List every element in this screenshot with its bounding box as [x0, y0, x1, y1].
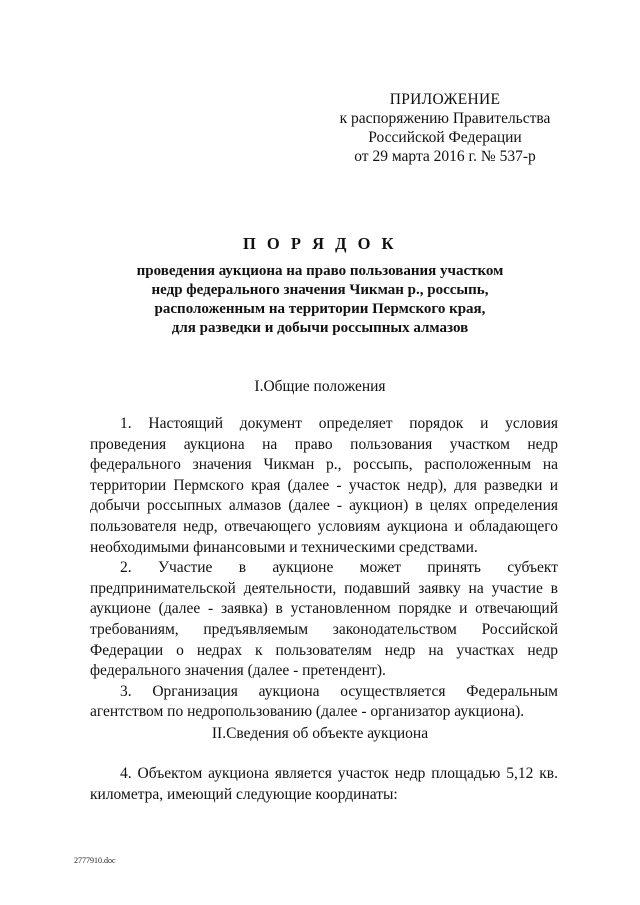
document-subtitle	[70, 262, 570, 338]
subtitle-line-3: расположенным на территории Пермского края,	[154, 301, 486, 317]
section-2-heading: II.Сведения об объекте аукциона	[211, 725, 429, 742]
section-2-body	[90, 764, 558, 805]
appendix-line-2: Российской Федерации	[368, 129, 522, 146]
paragraph-4: 4. Объектом аукциона является участок недр площадью 5,12 кв. километра, имеющий следующие координаты:	[90, 765, 558, 803]
appendix-header	[330, 90, 560, 166]
appendix-line-1: к распоряжению Правительства	[339, 110, 551, 127]
section-1-body	[90, 414, 558, 723]
section-1-heading: I.Общие положения	[254, 378, 386, 395]
paragraph-3: 3. Организация аукциона осуществляется Федеральным агентством по недропользованию (далее - организатор аукциона).	[90, 682, 558, 721]
document-title: П О Р Я Д О К	[242, 234, 398, 253]
subtitle-line-4: для разведки и добычи россыпных алмазов	[171, 320, 469, 336]
appendix-title: ПРИЛОЖЕНИЕ	[389, 91, 501, 108]
subtitle-line-1: проведения аукциона на право пользования участком	[136, 263, 504, 279]
paragraph-1: 1. Настоящий документ определяет порядок и условия проведения аукциона на право пользования участком недр федерального значения Чикман р., россыпь, расположенным на территории Пермского края (далее - участок недр), для разведки и добычи россыпных алмазов (далее - аукцион) в целях определения пользователя недр, отвечающего условиям аукциона и обладающего необходимыми финансовыми и техническими средствами.	[90, 415, 558, 556]
appendix-line-3: от 29 марта 2016 г. № 537-р	[354, 148, 536, 165]
paragraph-2: 2. Участие в аукционе может принять субъект предпринимательской деятельности, подавший заявку на участие в аукционе (далее - заявка) в установленном порядке и отвечающий требованиям, предъявляемым законодательством Российской Федерации о недрах к пользователям недр на участках недр федерального значения (далее - претендент).	[90, 559, 558, 680]
file-code: 2777910.doc	[74, 856, 116, 865]
subtitle-line-2: недр федерального значения Чикман р., россыпь,	[151, 282, 489, 298]
